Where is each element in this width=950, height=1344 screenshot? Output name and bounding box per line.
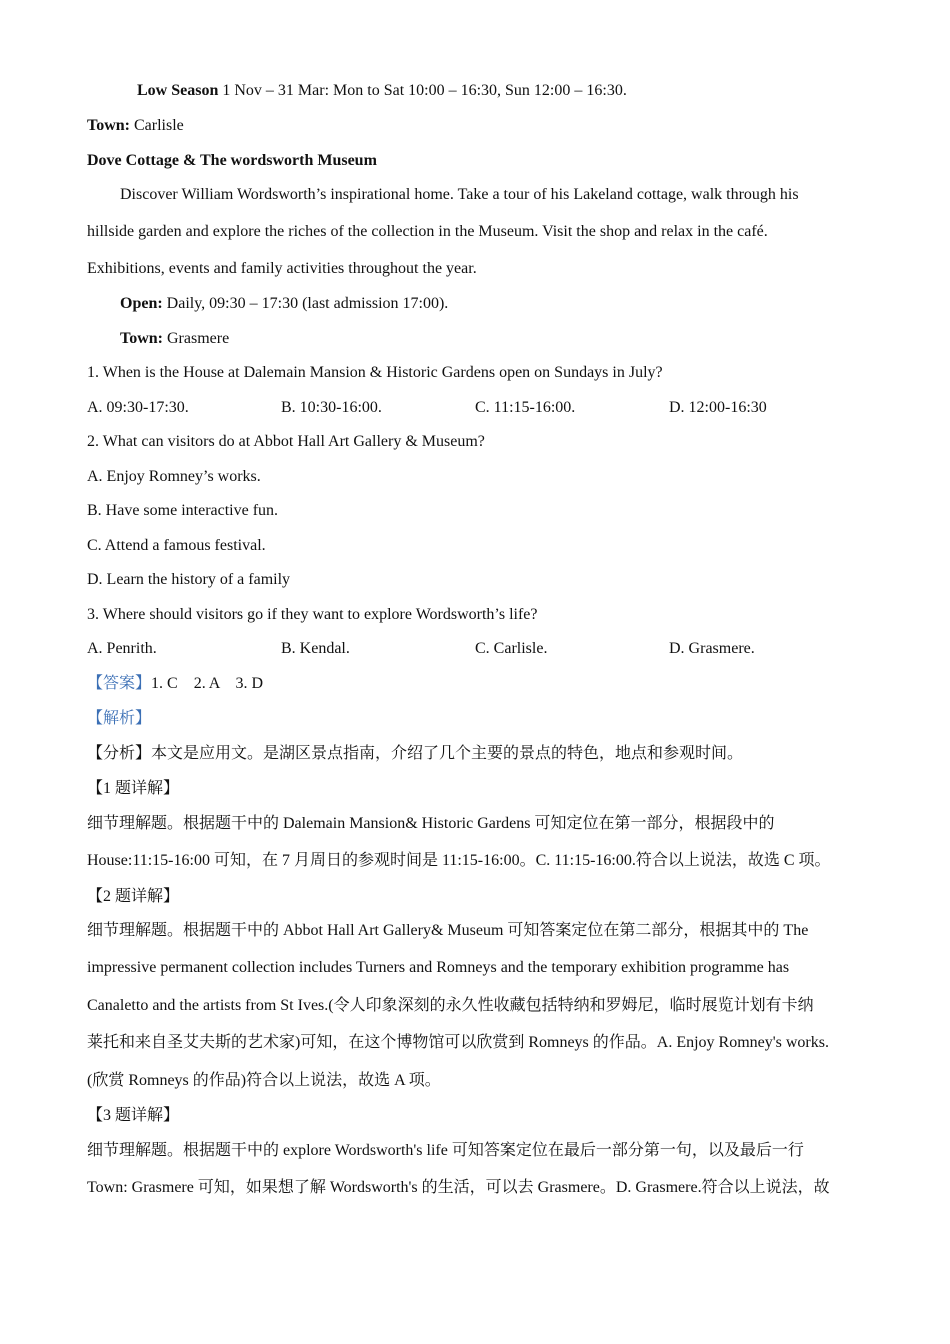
low-season-label: Low Season xyxy=(137,82,219,99)
q3-option-b: B. Kendal. xyxy=(281,640,350,657)
q2-option-d: D. Learn the history of a family xyxy=(87,571,291,588)
open-value: Daily, 09:30 – 17:30 (last admission 17:00). xyxy=(162,295,449,312)
low-season-text: 1 Nov – 31 Mar: Mon to Sat 10:00 – 16:30, Sun 12:00 – 16:30. xyxy=(218,82,627,99)
dove-desc-line-1: Discover William Wordsworth’s inspirational home. Take a tour of his Lakeland cottage, walk through his xyxy=(120,186,799,203)
summary-line: 【分析】本文是应用文。是湖区景点指南，介绍了几个主要的景点的特色，地点和参观时间。 xyxy=(87,745,744,762)
q3-option-a: A. Penrith. xyxy=(87,640,157,657)
dove-desc-line-3: Exhibitions, events and family activities throughout the year. xyxy=(87,260,477,277)
dove-town-line xyxy=(120,329,229,349)
answer-text: 1. C 2. A 3. D xyxy=(151,675,264,692)
dove-open-line xyxy=(120,294,448,314)
dove-title-text: Dove Cottage & The wordsworth Museum xyxy=(87,152,377,169)
q2-option-b: B. Have some interactive fun. xyxy=(87,502,279,519)
answer-line xyxy=(87,674,263,694)
low-season-line xyxy=(137,81,627,101)
q1-option-a: A. 09:30-17:30. xyxy=(87,399,189,416)
town-value: Carlisle xyxy=(129,117,184,134)
analysis-label: 【解析】 xyxy=(87,710,152,727)
detail-2-line: Canaletto and the artists from St Ives.(令人印象深刻的永久性收藏包括特纳和罗姆尼，临时展览计划有卡纳 xyxy=(87,997,814,1014)
detail-3-line: Town: Grasmere 可知，如果想了解 Wordsworth's 的生活，可以去 Grasmere。D. Grasmere.符合以上说法，故 xyxy=(87,1179,830,1196)
answer-label: 【答案】 xyxy=(87,675,152,692)
dove-desc-line-2: hillside garden and explore the riches of the collection in the Museum. Visit the shop and relax in the café. xyxy=(87,223,768,240)
detail-2-line: (欣赏 Romneys 的作品)符合以上说法，故选 A 项。 xyxy=(87,1072,441,1089)
q3-option-d: D. Grasmere. xyxy=(669,640,755,657)
town-value: Grasmere xyxy=(162,330,230,347)
question-1: 1. When is the House at Dalemain Mansion & Historic Gardens open on Sundays in July? xyxy=(87,364,663,381)
detail-1-line: House:11:15-16:00 可知，在 7 月周日的参观时间是 11:15-16:00。C. 11:15-16:00.符合以上说法，故选 C 项。 xyxy=(87,852,831,869)
q1-option-b: B. 10:30-16:00. xyxy=(281,399,382,416)
town-label: Town: xyxy=(87,117,130,134)
q1-option-c: C. 11:15-16:00. xyxy=(475,399,576,416)
town-carlisle-line xyxy=(87,116,184,136)
open-label: Open: xyxy=(120,295,163,312)
question-3: 3. Where should visitors go if they want to explore Wordsworth’s life? xyxy=(87,606,538,623)
detail-3-heading: 【3 题详解】 xyxy=(87,1107,180,1124)
detail-3-line: 细节理解题。根据题干中的 explore Wordsworth's life 可知答案定位在最后一部分第一句，以及最后一行 xyxy=(87,1142,804,1159)
dove-title xyxy=(87,151,377,171)
detail-2-line: 细节理解题。根据题干中的 Abbot Hall Art Gallery& Museum 可知答案定位在第二部分，根据其中的 The xyxy=(87,922,809,939)
q1-option-d: D. 12:00-16:30 xyxy=(669,399,767,416)
q2-option-c: C. Attend a famous festival. xyxy=(87,537,266,554)
q3-option-c: C. Carlisle. xyxy=(475,640,548,657)
detail-2-line: 莱托和来自圣艾夫斯的艺术家)可知，在这个博物馆可以欣赏到 Romneys 的作品。A. Enjoy Romney's works. xyxy=(87,1034,829,1051)
detail-2-heading: 【2 题详解】 xyxy=(87,888,180,905)
q2-option-a: A. Enjoy Romney’s works. xyxy=(87,468,261,485)
detail-1-line: 细节理解题。根据题干中的 Dalemain Mansion& Historic Gardens 可知定位在第一部分，根据段中的 xyxy=(87,815,775,832)
detail-2-line: impressive permanent collection includes Turners and Romneys and the temporary exhibition programme has xyxy=(87,959,790,976)
detail-1-heading: 【1 题详解】 xyxy=(87,780,180,797)
question-2: 2. What can visitors do at Abbot Hall Art Gallery & Museum? xyxy=(87,433,485,450)
town-label: Town: xyxy=(120,330,163,347)
